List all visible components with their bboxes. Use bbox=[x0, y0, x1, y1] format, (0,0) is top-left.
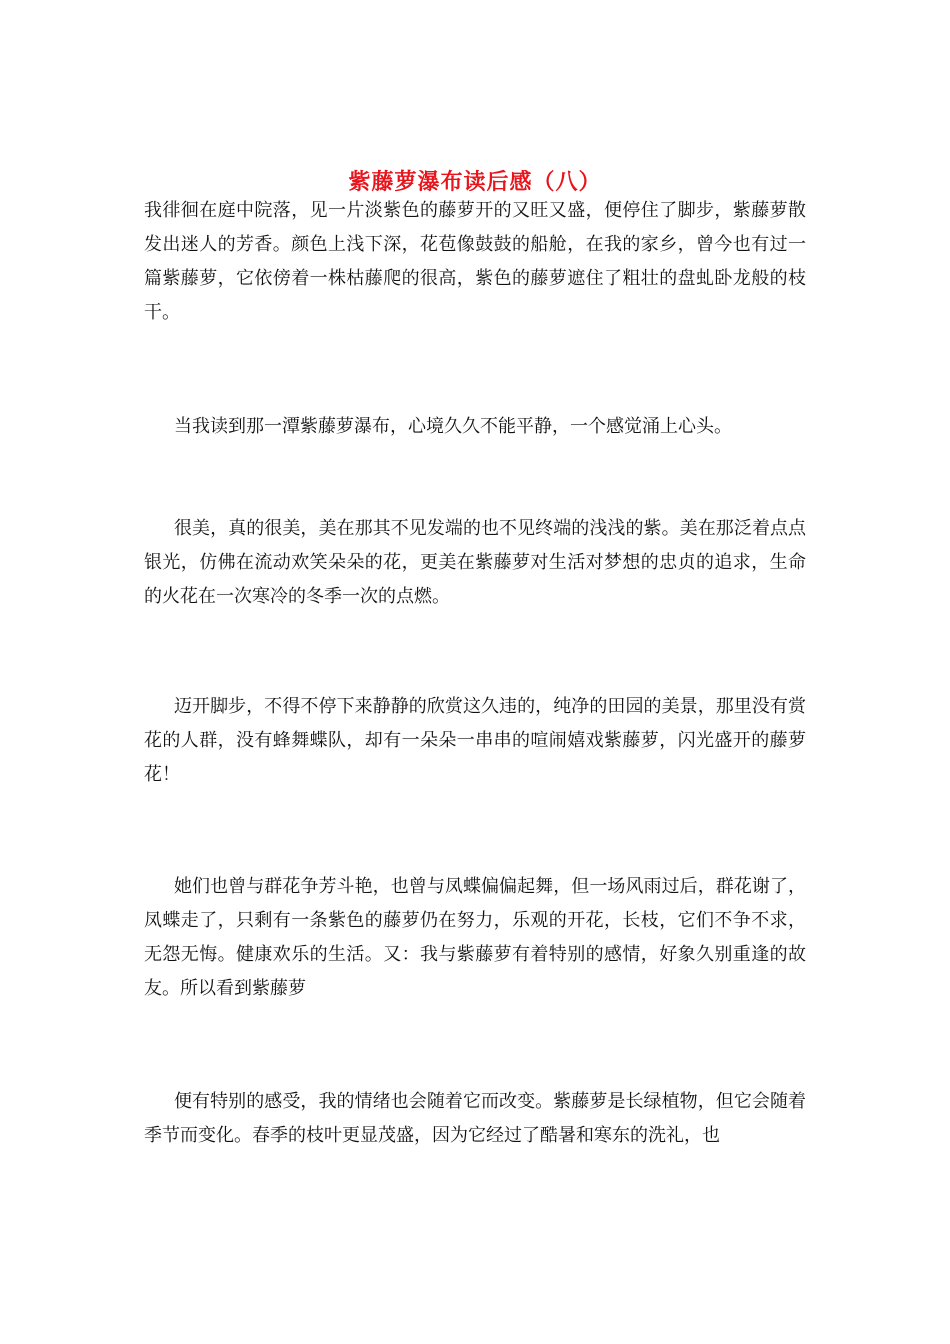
paragraph-2: 当我读到那一潭紫藤萝瀑布，心境久久不能平静，一个感觉涌上心头。 bbox=[174, 416, 732, 437]
paragraph-1: 我徘徊在庭中院落，见一片淡紫色的藤萝开的又旺又盛，便停住了脚步，紫藤萝散发出迷人的芳香。颜色上浅下深，花苞像鼓鼓的船舱，在我的家乡，曾今也有过一篇紫藤萝，它依傍着一株枯藤爬的很高，紫色的藤萝遮住了粗壮的盘虬卧龙般的枝干。 bbox=[144, 200, 806, 323]
paragraph-6: 便有特别的感受，我的情绪也会随着它而改变。紫藤萝是长绿植物，但它会随着季节而变化。春季的枝叶更显茂盛，因为它经过了酷暑和寒东的洗礼，也 bbox=[144, 1091, 806, 1146]
paragraph-4: 迈开脚步，不得不停下来静静的欣赏这久违的，纯净的田园的美景，那里没有赏花的人群，没有蜂舞蝶队，却有一朵朵一串串的喧闹嬉戏紫藤萝，闪光盛开的藤萝花！ bbox=[144, 696, 806, 785]
paragraph-5: 她们也曾与群花争芳斗艳，也曾与凤蝶偏偏起舞，但一场风雨过后，群花谢了，凤蝶走了，只剩有一条紫色的藤萝仍在努力，乐观的开花，长枝，它们不争不求，无怨无悔。健康欢乐的生活。又：我与紫藤萝有着特别的感情，好象久别重逢的故友。所以看到紫藤萝 bbox=[144, 876, 806, 999]
paragraph-3: 很美，真的很美，美在那其不见发端的也不见终端的浅浅的紫。美在那泛着点点银光，仿佛在流动欢笑朵朵的花，更美在紫藤萝对生活对梦想的忠贞的追求，生命的火花在一次寒冷的冬季一次的点燃。 bbox=[144, 518, 806, 607]
document-title: 紫藤萝瀑布读后感（八） bbox=[348, 168, 602, 195]
